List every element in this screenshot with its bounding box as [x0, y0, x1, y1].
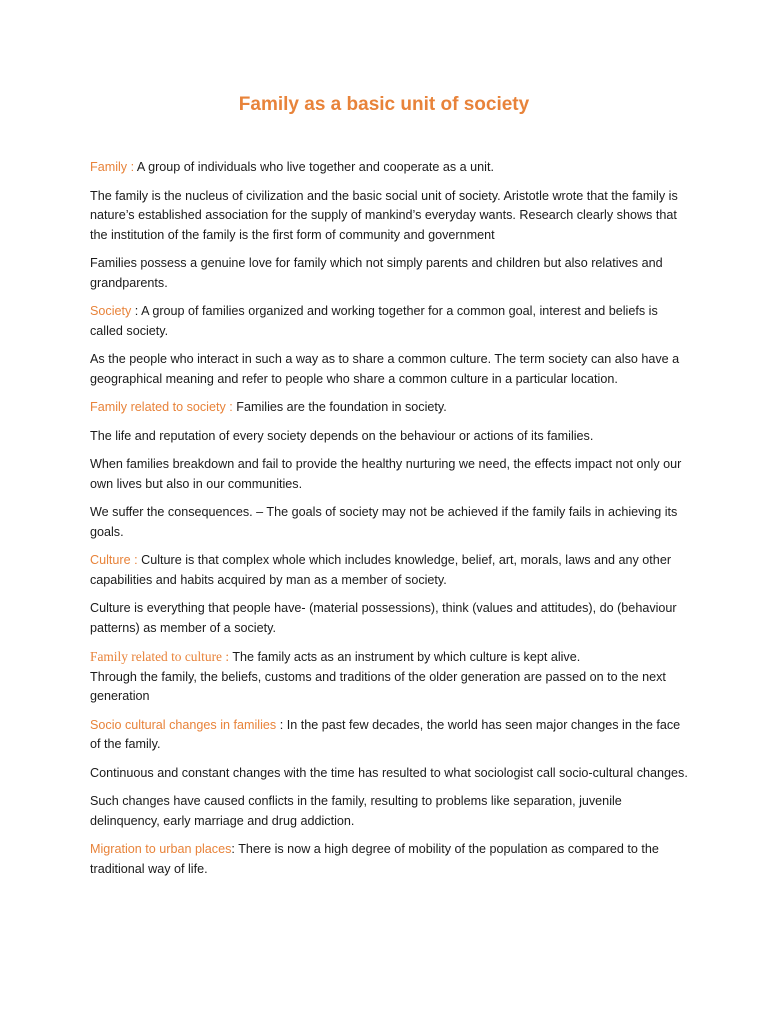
paragraph-text: We suffer the consequences. – The goals of society may not be achieved if the family fails in achieving its goals. — [90, 505, 678, 539]
paragraph-text: Such changes have caused conflicts in the family, resulting to problems like separation, juvenile delinquency, early marriage and drug addiction. — [90, 794, 622, 828]
paragraph-through-family — [90, 668, 690, 707]
term-culture: Culture : — [90, 553, 138, 567]
paragraph-text: The family is the nucleus of civilization and the basic social unit of society. Aristotle wrote that the family is nature’s established association for the supply of mankind’s everyday wants. Research clearly shows that the institution of the family is the first form of community and government — [90, 188, 678, 242]
paragraph-text: Culture is everything that people have- (material possessions), think (values and attitudes), do (behaviour patterns) as member of a society. — [90, 601, 677, 635]
paragraph-text: Continuous and constant changes with the time has resulted to what sociologist call socio-cultural changes. — [90, 765, 688, 780]
paragraph-continuous-changes — [90, 764, 690, 784]
paragraph-family-love — [90, 254, 690, 293]
paragraph-text: : There is now a high degree of mobility of the population as compared to the traditional way of life. — [90, 842, 659, 876]
paragraph-text: Culture is that complex whole which includes knowledge, belief, art, morals, laws and any other capabilities and habits acquired by man as a member of society. — [90, 553, 672, 587]
paragraph-text: Families possess a genuine love for family which not simply parents and children but also relatives and grandparents. — [90, 256, 663, 290]
paragraph-family-nucleus — [90, 187, 690, 246]
term-family: Family : — [90, 160, 135, 174]
paragraph-text: The life and reputation of every society depends on the behaviour or actions of its families. — [90, 428, 594, 443]
paragraph-family-culture — [90, 647, 690, 668]
paragraph-consequences — [90, 503, 690, 542]
paragraph-text: A group of individuals who live together and cooperate as a unit. — [134, 160, 494, 174]
paragraph-society-culture — [90, 350, 690, 389]
paragraph-text: Through the family, the beliefs, customs and traditions of the older generation are passed on to the next generation — [90, 669, 666, 703]
paragraph-reputation — [90, 427, 690, 447]
paragraph-text: The family acts as an instrument by which culture is kept alive. — [229, 650, 581, 664]
term-society: Society — [90, 304, 132, 318]
paragraph-text: : In the past few decades, the world has seen major changes in the face of the family. — [90, 717, 681, 751]
paragraph-society-definition — [90, 302, 690, 341]
paragraph-breakdown — [90, 455, 690, 494]
paragraph-family-definition — [90, 158, 690, 178]
paragraph-culture-definition — [90, 551, 690, 590]
paragraph-culture-everything — [90, 599, 690, 638]
term-socio-cultural-changes: Socio cultural changes in families — [90, 717, 277, 732]
paragraph-migration — [90, 840, 690, 879]
page-title: Family as a basic unit of society — [238, 94, 530, 115]
paragraph-text: When families breakdown and fail to provide the healthy nurturing we need, the effects impact not only our own lives but also in our communities. — [90, 457, 682, 491]
paragraph-socio-cultural — [90, 716, 690, 755]
term-family-related-to-culture: Family related to culture : — [90, 649, 230, 664]
term-migration: Migration to urban places — [90, 842, 232, 856]
paragraph-text: As the people who interact in such a way as to share a common culture. The term society can also have a geographical meaning and refer to people who share a common culture in a particular location. — [90, 352, 680, 386]
document-body — [90, 158, 690, 888]
paragraph-family-society — [90, 398, 690, 418]
paragraph-conflicts — [90, 792, 690, 831]
term-family-related-to-society: Family related to society : — [90, 400, 233, 414]
paragraph-text: : A group of families organized and working together for a common goal, interest and beliefs is called society. — [90, 304, 658, 338]
paragraph-text: Families are the foundation in society. — [232, 400, 447, 414]
